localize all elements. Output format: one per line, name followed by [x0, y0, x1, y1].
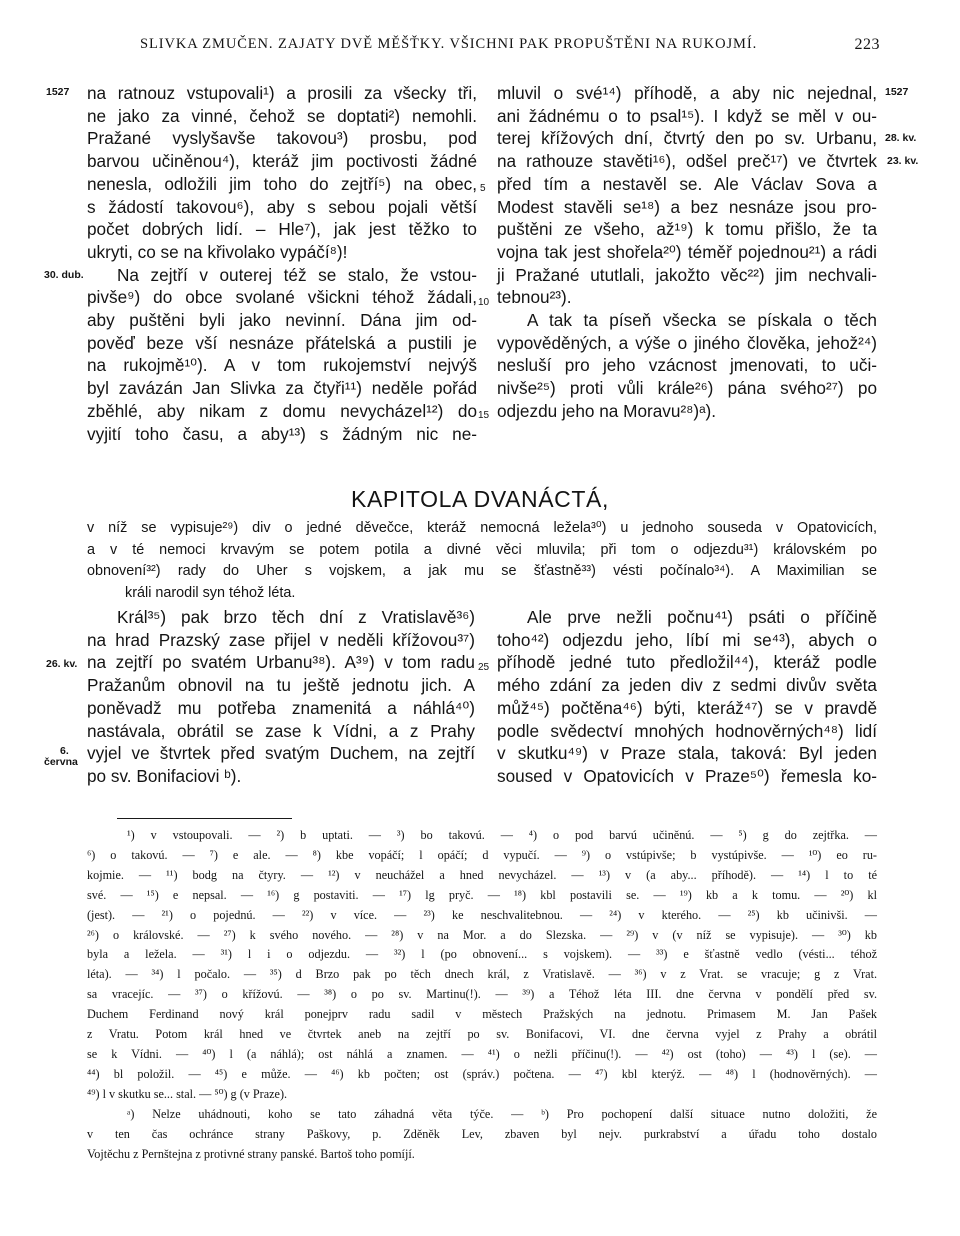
text-line: na rathouze stavěti¹⁶), odšel preč¹⁷) ve čtvrtek — [497, 151, 877, 172]
text-line: puštěni ze všeho, až¹⁹) k tomu přišlo, že ta — [497, 219, 877, 240]
text-line: zběhlé, aby nikam z domu nevycházel¹²) do — [87, 400, 477, 421]
text-line: pověď beze vší nesnáze přátelská a pustili je — [87, 332, 477, 353]
text-line: Na zejtří v outerej též se stalo, že vstou- — [117, 264, 477, 285]
text-line: vyjel ve štvrtek před svatým Duchem, na zejtří — [87, 743, 475, 764]
text-line: můž⁴⁵) počtěna⁴⁶) býti, kteráž⁴⁷) se v pravdě — [497, 697, 877, 718]
footnote-line: Vojtěchu z Pernštejna z protivné strany panské. Bartoš toho pomíjí. — [87, 1146, 415, 1161]
footnote-line: sa vracejíc. — ³⁷) o křížovú. — ³⁸) o po sv. Martinu(!). — ³⁹) a Téhož léta III. dne června v pondělí před sv. — [87, 987, 877, 1002]
text-line: poněvadž mu potřeba znamenitá a náhlá⁴⁰) — [87, 697, 475, 718]
text-column-left-2 — [87, 606, 475, 788]
footnote-line: ⁶) o takovú. — ⁷) e ale. — ⁸) kbe vopáčí; l opáčí; d vypučí. — ⁹) o vstúpivše; b vystúpivše. — ¹⁰) eo ru- — [87, 847, 877, 862]
text-line: na rukojmě¹⁰). A v tom rukojemství nejvýš — [87, 355, 477, 376]
text-line: terej křížových dní, čtvrtý den po sv. Urbanu, — [497, 128, 877, 149]
text-line: Pražanům obnovil na tu ještě jednotu jich. A — [87, 675, 475, 696]
text-line: pivše⁹) do obce svolané všickni téhož žádali, — [87, 287, 477, 308]
line-number: 25 — [478, 662, 490, 673]
text-line: před tím a nestavěl se. Ale Václav Sova a — [497, 173, 877, 194]
text-line: nastávala, obrátil se zase k Vídni, a z Prahy — [87, 720, 475, 741]
footnote-line: své. — ¹⁵) e nepsal. — ¹⁶) g postaviti. — ¹⁷) lg pryč. — ¹⁸) kbl postavili se. — ¹⁹) kb a k tomu. — ²⁰) kl — [87, 887, 877, 902]
footnote-line: (jest). — ²¹) o pojednú. — ²²) v více. — ²³) ke neschvalitebnou. — ²⁴) v kterého. — ²⁵) kb učinivši. — — [87, 907, 877, 922]
margin-date-right-1: 28. kv. — [885, 132, 917, 144]
text-line: A tak ta píseň všecka se pískala o těch — [527, 310, 877, 331]
text-line: po sv. Bonifaciovi ᵇ). — [87, 765, 242, 786]
margin-date-left-3: 6. — [60, 745, 69, 757]
text-line: příhodě jedné tuto předložil⁴⁴), kteráž podle — [497, 652, 877, 673]
text-line: ji Pražané ututlali, jakožto věc²²) jim nechvali- — [497, 264, 877, 285]
text-line: mého zdání za jeden div z sedmi divův světa — [497, 675, 877, 696]
text-line: na hrad Prazský zase přijel v neděli křížovou³⁷) — [87, 629, 475, 650]
text-line: vyjití toho času, a aby¹³) s žádným nic ne- — [87, 423, 477, 444]
footnote-line: byla a ležela. — ³¹) l i o odjezdu. — ³²) l (po obnovení... s vojskem). — ³³) e šťastně vedlo (vésti... téhož — [87, 947, 877, 962]
page-number: 223 — [854, 36, 880, 53]
line-number: 5 — [480, 183, 486, 194]
text-column-right — [497, 82, 877, 423]
text-line: s žádostí takovou⁶), aby s sebou pojali větší — [87, 196, 477, 217]
chapter-summary — [87, 518, 877, 604]
text-line: toho⁴²) odjezdu jeho, líbí mi se⁴³), abych o — [497, 629, 877, 650]
text-line: Král³⁵) pak brzo těch dní z Vratislavě³⁶) — [117, 607, 475, 627]
line-number: 10 — [478, 297, 490, 308]
running-header — [140, 36, 880, 58]
text-line: na zejtří po svatém Urbanu³⁸). A³⁹) v tom radu — [87, 652, 475, 673]
text-column-right-2 — [497, 606, 877, 788]
text-line: vojna tak jest shořela²⁰) téměř pojednou²¹) a rádi — [497, 241, 877, 262]
margin-month-left: června — [44, 756, 78, 768]
footnote-line: léta). — ³⁴) l počalo. — ³⁵) d Brzo pak po těch dnech král, z Vratislavě. — ³⁶) v z Vrat. se vracuje; g z Vrat. — [87, 967, 877, 982]
footnote-line: ¹) v vstoupovali. — ²) b uptati. — ³) bo takovú. — ⁴) o pod barvú učiněnú. — ⁵) g do zejtřka. — — [127, 828, 877, 842]
footnote-line: kojmie. — ¹¹) bodg na čtyry. — ¹²) v neuchážel a hned nevycházel. — ¹³) v (a aby... příhodě). — ¹⁴) l to té — [87, 867, 877, 882]
text-line: odjezdu jeho na Moravu²⁸)ᵃ). — [497, 400, 717, 421]
running-title: SLIVKA ZMUČEN. ZAJATY DVĚ MĚŠŤKY. VŠICHNI PAK PROPUŠTĚNI NA RUKOJMÍ. — [140, 36, 758, 52]
margin-date-right-2: 23. kv. — [887, 155, 919, 167]
text-line: ne jako za vinné, čehož se doptati²) nemohli. — [87, 105, 477, 126]
line-number: 15 — [478, 410, 490, 421]
text-line: aby puštěni byli jako nevinní. Dána jim od- — [87, 310, 477, 331]
footnote-line: ⁴⁴) bl položil. — ⁴⁵) e může. — ⁴⁶) kb počten; ost (správ.) počtena. — ⁴⁷) kbl kterýž. — ⁴⁸) l (hodnověrných). — — [87, 1066, 877, 1081]
margin-year-left: 1527 — [46, 86, 70, 98]
summary-line: obnovení³²) rady do Uher s vojskem, a jak mu se šťastně³³) vésti počínalo³⁴). A Maximilian se — [87, 563, 877, 580]
footnotes — [87, 826, 877, 1164]
text-line: barvou učiněnou⁴), kteráž jim poctivosti žádné — [87, 151, 477, 172]
text-line: vypověděných, a výše o jiného člověka, jehož²⁴) — [497, 332, 877, 353]
text-line: v skutku⁴⁹) v Praze stala, taková: Byl jeden — [497, 743, 877, 764]
text-line: na ratnouz vstupovali¹) a prosili za všecky tři, — [87, 83, 477, 103]
text-line: soused v Opatovicích v Praze⁵⁰) řemesla ko- — [497, 765, 877, 786]
text-line: podle svědectví mnohých hodnověrných⁴⁸) lidí — [497, 720, 877, 741]
footnote-line: se k Vídni. — ⁴⁰) l (a náhlá); ost náhlá a znamen. — ⁴¹) o nežli příčinu(!). — ⁴²) ost (toho) — ⁴³) l (se). — — [87, 1046, 877, 1061]
text-line: nesluší pro jeho vzácnost jmenovati, to uči- — [497, 355, 877, 376]
text-line: tebnou²³). — [497, 287, 572, 308]
footnote-line: ᵃ) Nelze uhádnouti, koho se tato záhadná věta týče. — ᵇ) Pro pochopení další situace nutno doložiti, že — [127, 1106, 877, 1121]
text-line: nivše²⁵) proti vůli krále²⁶) pána svého²⁷) po — [497, 378, 877, 399]
text-line: mluvil o své¹⁴) příhodě, a aby nic nejednal, — [497, 83, 877, 103]
summary-line: v níž se vypisuje²⁹) div o jedné děvečce, kteráž nemocná ležela³⁰) u jednoho souseda v Opatovicích, — [87, 520, 877, 536]
text-line: Ale prve nežli počnu⁴¹) psáti o příčině — [527, 607, 877, 627]
footnote-line: ⁴⁹) l v skutku se... stal. — ⁵⁰) g (v Praze). — [87, 1086, 288, 1101]
text-line: nenesla, odložili jim toho do zejtří⁵) na obec, — [87, 173, 477, 194]
text-line: ukryti, co se na křivolako vypáčí⁸)! — [87, 241, 348, 262]
footnote-line: Duchem Ferdinand nový král ponejprv radu sadil v městech Pražských na jednotu. Primasem M. Jan Pašek — [87, 1007, 877, 1022]
text-line: Pražané vyslyšavše takovou³) prosbu, pod — [87, 128, 477, 149]
text-line: počet dobrých lidí. – Hle⁷), jak jest těžko to — [87, 219, 477, 240]
margin-date-left-2: 26. kv. — [46, 658, 78, 670]
text-line: Modest stavěli se¹⁸) a bez nesnáze jsou pro- — [497, 196, 877, 217]
text-line: ani žádnému o to psal¹⁵). I když se měl v ou- — [497, 105, 877, 126]
summary-line: králi narodil syn téhož léta. — [125, 584, 296, 601]
footnote-line: z Vratu. Potom král hned ve čtvrtek aneb na zejtří po sv. Bonifacovi, VI. dne června vyjel z Prahy a obrátil — [87, 1027, 877, 1042]
footnote-line: v ten čas ochránce strany Paškovy, p. Zděněk Lev, zbaven byl nejv. purkrabství a úřadu toho dostalo — [87, 1126, 877, 1141]
summary-line: a v té nemoci krvavým se potem potila a divné věci mluvila; při tom o odjezdu³¹) královském po — [87, 541, 877, 558]
footnote-line: ²⁶) o královské. — ²⁷) k svého nového. — ²⁸) v na Mor. a do Slezska. — ²⁹) v (v níž se vypisuje). — ³⁰) kb — [87, 927, 877, 942]
margin-year-right: 1527 — [885, 86, 909, 98]
text-line: byl zavázán Jan Slivka za čtyři¹¹) neděle pořád — [87, 378, 477, 399]
footnote-divider — [117, 818, 292, 819]
text-column-left — [87, 82, 477, 445]
chapter-title: KAPITOLA DVANÁCTÁ, — [351, 486, 609, 512]
margin-date-left: 30. dub. — [44, 269, 84, 281]
